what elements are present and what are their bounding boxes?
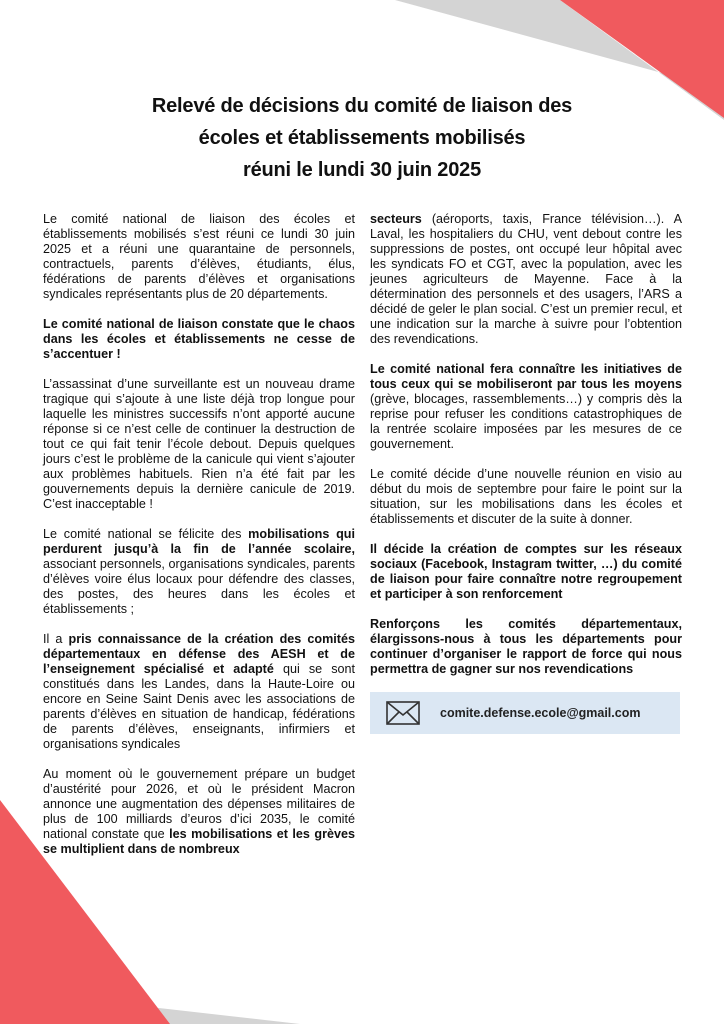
title-line-3: réuni le lundi 30 juin 2025 bbox=[242, 159, 481, 181]
title-line-2: écoles et établissements mobilisés bbox=[198, 127, 526, 149]
contact-box bbox=[370, 692, 680, 734]
next-meeting-paragraph: Le comité décide d’une nouvelle réunion en visio au début du mois de septembre pour faire le point sur la situation, sur les mobilisations dans les écoles et établissements et discuter de la suite à donner. bbox=[370, 467, 682, 526]
mobilisations-paragraph: Le comité national se félicite des mobilisations qui perdurent jusqu’à la fin de l’année scolaire, associant personnels, organisations syndicales, parents d’élèves voire élus locaux pour défendre des classes, des postes, des heures dans les écoles et établissements ; bbox=[43, 527, 356, 616]
left-column bbox=[43, 212, 355, 872]
social-accounts-paragraph: Il décide la création de comptes sur les réseaux sociaux (Facebook, Instagram twitter, …) du comité de liaison pour faire connaître notre regroupement et participer à son renforcement bbox=[370, 542, 682, 601]
budget-paragraph: Au moment où le gouvernement prépare un budget d’austérité pour 2026, et où le président Macron annonce une augmentation des dépenses militaires de plus de 100 milliards d’euros d’ici 2035, le comité national constate que les mobilisations et les grèves se multiplient dans de nombreux bbox=[43, 767, 355, 856]
intro-paragraph: Le comité national de liaison des écoles et établissements mobilisés s’est réuni ce lundi 30 juin 2025 et a réuni une quarantaine de personnels, contractuels, parents d’élèves, étudiants, élus, fédérations de parents d’élèves et organisations syndicales représentants plus de 20 départements. bbox=[43, 212, 355, 301]
call-to-action-paragraph: Renforçons les comités départementaux, élargissons-nous à tous les départements pour continuer d’organiser le rapport de force qui nous permettra de gagner sur nos revendications bbox=[370, 617, 682, 676]
title-line-1: Relevé de décisions du comité de liaison des bbox=[151, 95, 573, 117]
chaos-statement: Le comité national de liaison constate que le chaos dans les écoles et établissements ne cesse de s’accentuer ! bbox=[43, 317, 355, 361]
assassination-paragraph: L’assassinat d’une surveillante est un nouveau drame tragique qui s’ajoute à une liste déjà trop longue pour laquelle les ministres successifs n’ont apporté aucune réponse si ce n’est celle de continuer la destruction de tout ce qui fait tenir l’école debout. Depuis quelques jours c’est le problème de la canicule qui vient s’ajouter aux problèmes habituels. Rien n’a été fait par les gouvernements depuis la dernière canicule de 2019. C’est inacceptable ! bbox=[43, 377, 355, 511]
right-column bbox=[370, 212, 682, 734]
document-title bbox=[60, 90, 664, 186]
envelope-icon bbox=[386, 701, 420, 725]
aesh-paragraph: Il a pris connaissance de la création des comités départementaux en défense des AESH et de l’enseignement spécialisé et adapté qui se sont constitués dans les Landes, dans la Haute-Loire ou encore en Seine Saint Denis avec les associations de parents d’élèves en situation de handicap, fédérations de parents d’élèves, enseignants, infirmiers et organisations syndicales bbox=[43, 632, 355, 751]
contact-email-link[interactable]: comite.defense.ecole@gmail.com bbox=[440, 705, 641, 720]
initiatives-paragraph: Le comité national fera connaître les initiatives de tous ceux qui se mobiliseront par tous les moyens (grève, blocages, rassemblements…) y compris dès la reprise pour refuser les conditions catastrophiques de la rentrée scolaire imposées par les mesures de ce gouvernement. bbox=[370, 362, 682, 451]
sectors-paragraph: secteurs (aéroports, taxis, France télévision…). A Laval, les hospitaliers du CHU, vent debout contre les suppressions de postes, ont occupé leur hôpital avec les syndicats FO et CGT, avec la population, avec les jeunes agriculteurs de Mayenne. Face à la détermination des personnels et des usagers, l’ARS a décidé de geler le plan social. C’est un premier recul, et une indication sur la marche à suivre pour l’obtention des revendications. bbox=[370, 212, 682, 346]
